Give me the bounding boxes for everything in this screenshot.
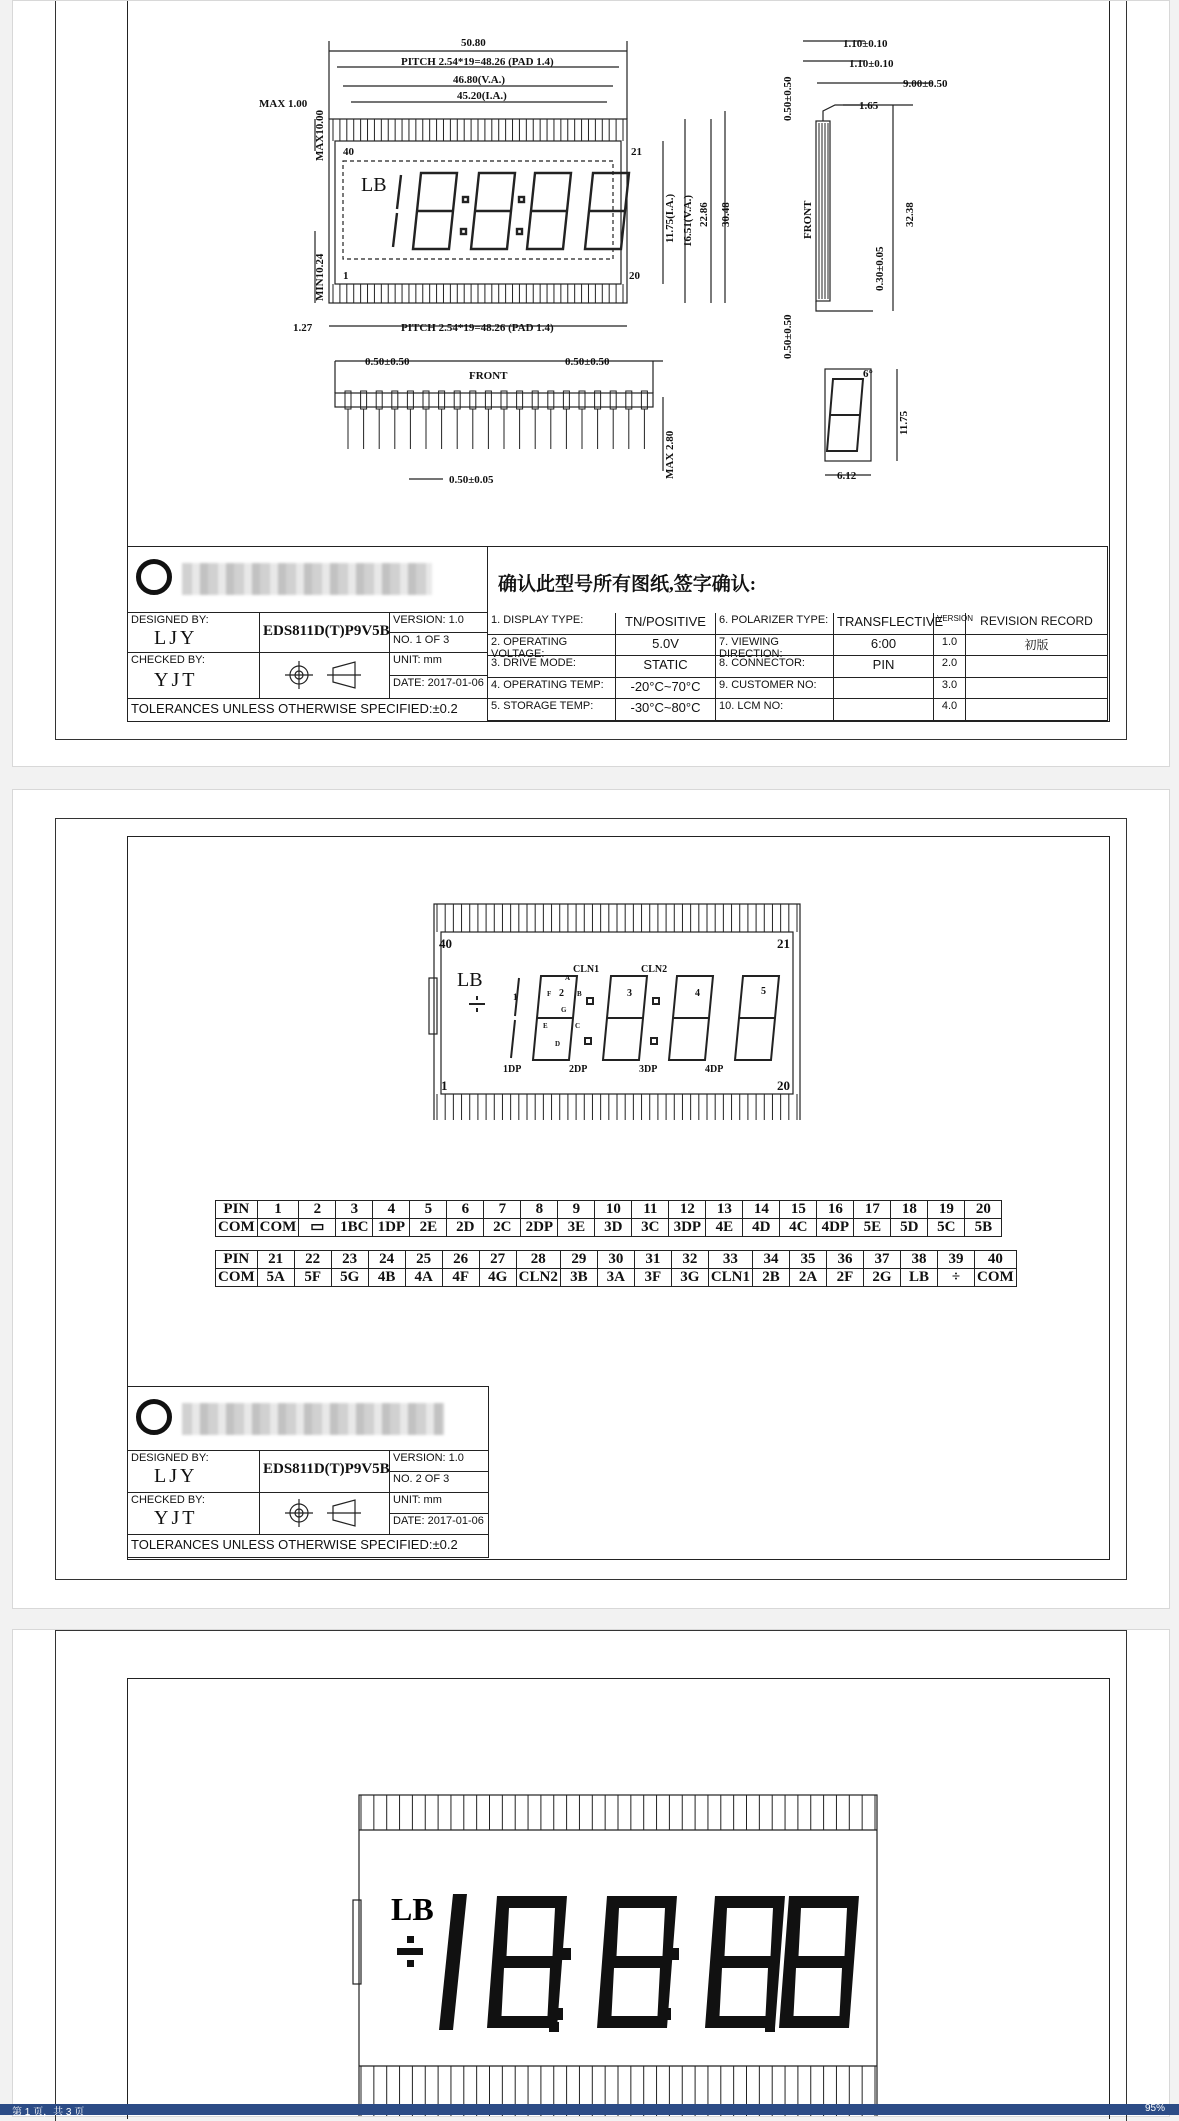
pin-table-cell: 25 bbox=[405, 1251, 442, 1269]
dim-overall-width: 50.80 bbox=[461, 37, 486, 49]
pin-table-cell: ÷ bbox=[938, 1269, 975, 1287]
title-block-1 bbox=[127, 546, 1108, 722]
zoom-level[interactable]: 95% bbox=[1144, 2103, 1165, 2114]
dim-va-height: 16.51(V.A.) bbox=[682, 194, 694, 247]
pin-table-cell: 10 bbox=[595, 1201, 632, 1219]
p2-dp3: 3DP bbox=[639, 1064, 658, 1075]
pin-table-cell: 3A bbox=[597, 1269, 634, 1287]
dim-pin-right: 0.50±0.50 bbox=[565, 356, 610, 368]
digit-angle: 6° bbox=[863, 368, 873, 380]
pin-table-cell: LB bbox=[901, 1269, 938, 1287]
colon-dot bbox=[587, 998, 593, 1004]
dim-ia-width: 45.20(I.A.) bbox=[457, 90, 507, 102]
projection-symbol bbox=[260, 1493, 390, 1535]
spec-cell: -30°C~80°C bbox=[616, 699, 716, 721]
pin-table-cell: 29 bbox=[560, 1251, 597, 1269]
p2-pin40: 40 bbox=[439, 936, 452, 951]
spec-cell: 8. CONNECTOR: bbox=[716, 656, 834, 678]
dim-side-110b: 1.10±0.10 bbox=[849, 58, 894, 70]
pin-table-cell: 31 bbox=[634, 1251, 671, 1269]
pin-table-cell: 5G bbox=[331, 1269, 368, 1287]
pin-head bbox=[407, 391, 413, 409]
pin-head bbox=[392, 391, 398, 409]
pin-table-cell: 12 bbox=[669, 1201, 706, 1219]
pin-table-cell: PIN bbox=[216, 1201, 258, 1219]
pin-table-cell: 4A bbox=[405, 1269, 442, 1287]
pin-table-cell: 33 bbox=[708, 1251, 752, 1269]
pin-table-cell: 8 bbox=[521, 1201, 558, 1219]
spec-cell: STATIC bbox=[616, 656, 716, 678]
dim-va-width: 46.80(V.A.) bbox=[453, 74, 506, 86]
pin-table-cell: 2C bbox=[484, 1219, 521, 1237]
colon-dot bbox=[651, 1038, 657, 1044]
pin-table-cell: 34 bbox=[753, 1251, 790, 1269]
dim-side-front: FRONT bbox=[802, 200, 814, 239]
dim-pitch-bottom: PITCH 2.54*19=48.26 (PAD 1.4) bbox=[401, 322, 554, 334]
sheet-no: NO. 1 OF 3 bbox=[390, 633, 488, 653]
pin-table-cell: COM bbox=[257, 1219, 299, 1237]
pin-table-cell: 4G bbox=[479, 1269, 516, 1287]
checked-label: CHECKED BY: bbox=[128, 653, 260, 699]
seg-f: F bbox=[547, 990, 552, 998]
pin-table-cell: 4C bbox=[780, 1219, 817, 1237]
pin-head bbox=[626, 391, 632, 409]
status-bar bbox=[0, 2103, 1179, 2118]
pin-table-cell: 9 bbox=[558, 1201, 595, 1219]
pin-table-cell: 2A bbox=[790, 1269, 827, 1287]
p2-digit2: 2 bbox=[559, 988, 564, 999]
pin-table-cell: 15 bbox=[780, 1201, 817, 1219]
colon-dot bbox=[517, 229, 522, 234]
pin-table-cell: 4DP bbox=[817, 1219, 854, 1237]
pin-table-cell: 2B bbox=[753, 1269, 790, 1287]
spec-cell: 3. DRIVE MODE: bbox=[488, 656, 616, 678]
pin-head bbox=[454, 391, 460, 409]
dim-max-pin: MAX 2.80 bbox=[664, 430, 676, 479]
revision-version-header: VERSION bbox=[934, 613, 966, 635]
spec-cell: TRANSFLECTIVE bbox=[834, 613, 934, 635]
colon-dot bbox=[553, 2008, 563, 2020]
seg-e: E bbox=[543, 1022, 548, 1030]
pin-table-cell: 36 bbox=[827, 1251, 864, 1269]
spec-cell: PIN bbox=[834, 656, 934, 678]
pin-table-cell: 3F bbox=[634, 1269, 671, 1287]
dim-pitch-top: PITCH 2.54*19=48.26 (PAD 1.4) bbox=[401, 56, 554, 68]
checked-label: CHECKED BY: bbox=[128, 1493, 260, 1535]
colon-dot bbox=[519, 197, 524, 202]
pin-table-cell: 1 bbox=[257, 1201, 299, 1219]
pin-table-cell: 2G bbox=[864, 1269, 901, 1287]
p2-cln1: CLN1 bbox=[573, 964, 600, 975]
pin-head bbox=[579, 391, 585, 409]
pin-table-cell: 5E bbox=[854, 1219, 891, 1237]
drawing-sheet-3 bbox=[12, 1629, 1170, 2117]
spec-cell: TN/POSITIVE bbox=[616, 613, 716, 635]
p2-digit3: 3 bbox=[627, 988, 632, 999]
front-label: FRONT bbox=[469, 370, 508, 382]
pin40-label: 40 bbox=[343, 146, 354, 158]
colon-dot bbox=[669, 1948, 679, 1960]
unit: UNIT: mm bbox=[390, 653, 488, 676]
pin-table-cell: 2D bbox=[447, 1219, 484, 1237]
pin-table-cell: 39 bbox=[938, 1251, 975, 1269]
lcd-digit bbox=[471, 173, 515, 249]
seg-g: G bbox=[561, 1006, 567, 1014]
pin-head bbox=[361, 391, 367, 409]
dim-min-left: MIN10.24 bbox=[314, 253, 326, 301]
pin-table-cell: 5C bbox=[928, 1219, 965, 1237]
pin-table-cell: 24 bbox=[368, 1251, 405, 1269]
pin-table-cell: 17 bbox=[854, 1201, 891, 1219]
pin-table-cell: PIN bbox=[216, 1251, 258, 1269]
checked-by: YJT bbox=[154, 669, 198, 691]
p2-pin20: 20 bbox=[777, 1078, 790, 1093]
dim-side-3238: 32.38 bbox=[904, 202, 916, 227]
pin-table-row bbox=[216, 1219, 1002, 1237]
pin-table-cell: 3B bbox=[560, 1269, 597, 1287]
drawing-sheet-1 bbox=[12, 0, 1170, 767]
pin-table-cell: 35 bbox=[790, 1251, 827, 1269]
designed-by: LJY bbox=[154, 1465, 198, 1487]
dim-h1: 22.86 bbox=[698, 202, 710, 227]
spec-cell: 5.0V bbox=[616, 635, 716, 657]
pin-table-cell: 5B bbox=[965, 1219, 1002, 1237]
projection-icon bbox=[263, 1494, 383, 1532]
pin-table-2 bbox=[215, 1250, 1017, 1287]
revision-note bbox=[966, 656, 1107, 678]
pin-table-cell: 3 bbox=[336, 1201, 373, 1219]
p2-pin1: 1 bbox=[441, 1078, 448, 1093]
spec-cell: 10. LCM NO: bbox=[716, 699, 834, 721]
pin-head bbox=[532, 391, 538, 409]
dim-max-left: MAX 1.00 bbox=[259, 98, 308, 110]
pin-table-cell: 1BC bbox=[336, 1219, 373, 1237]
pin-table-row bbox=[216, 1251, 1017, 1269]
pin-table-cell: ▭ bbox=[299, 1219, 336, 1237]
p2-cln2: CLN2 bbox=[641, 964, 668, 975]
lcd-digit-one bbox=[393, 175, 401, 247]
dim-ia-height: 11.75(I.A.) bbox=[664, 193, 676, 243]
divide-symbol bbox=[397, 1948, 423, 1955]
projection-symbol bbox=[260, 653, 390, 699]
revision-version: 4.0 bbox=[934, 699, 966, 721]
pin-head bbox=[501, 391, 507, 409]
colon-dot bbox=[661, 2008, 671, 2020]
pin-table-cell: CLN2 bbox=[516, 1269, 560, 1287]
lcd-glass-view bbox=[13, 1630, 1169, 2116]
dim-side-050-bottom: 0.50±0.50 bbox=[782, 314, 794, 359]
designed-by: LJY bbox=[154, 627, 198, 649]
pin-head bbox=[641, 391, 647, 409]
pin-table-cell: 38 bbox=[901, 1251, 938, 1269]
pin-head bbox=[548, 391, 554, 409]
pin-table-cell: 22 bbox=[294, 1251, 331, 1269]
seg-d: D bbox=[555, 1040, 561, 1048]
pin-table-cell: 37 bbox=[864, 1251, 901, 1269]
spec-table bbox=[488, 613, 1107, 721]
pin-table-cell: 16 bbox=[817, 1201, 854, 1219]
version: VERSION: 1.0 bbox=[390, 1451, 488, 1472]
tolerance-note: TOLERANCES UNLESS OTHERWISE SPECIFIED:±0.2 bbox=[128, 699, 488, 721]
pin-table-cell: 32 bbox=[671, 1251, 708, 1269]
colon-dot bbox=[463, 197, 468, 202]
pin-table-cell: 18 bbox=[891, 1201, 928, 1219]
pin1-label: 1 bbox=[343, 270, 349, 282]
revision-record-header: REVISION RECORD bbox=[966, 613, 1107, 635]
company-logo-icon bbox=[136, 1399, 172, 1435]
pin-head bbox=[595, 391, 601, 409]
designed-label: DESIGNED BY: bbox=[128, 1451, 260, 1493]
pin-head bbox=[563, 391, 569, 409]
date: DATE: 2017-01-06 bbox=[390, 676, 488, 699]
dim-pin-left: 0.50±0.50 bbox=[365, 356, 410, 368]
p2-dp1: 1DP bbox=[503, 1064, 522, 1075]
pin-table-cell: 30 bbox=[597, 1251, 634, 1269]
pin-table-cell: 11 bbox=[632, 1201, 669, 1219]
logo-area bbox=[128, 547, 488, 613]
designed-label: DESIGNED BY: bbox=[128, 613, 260, 653]
dim-side-165: 1.65 bbox=[859, 100, 879, 112]
colon-dot bbox=[653, 998, 659, 1004]
model-number: EDS811D(T)P9V5B bbox=[260, 613, 390, 653]
pin-table-cell: 5D bbox=[891, 1219, 928, 1237]
revision-version: 3.0 bbox=[934, 678, 966, 700]
pin-table-cell: 4D bbox=[743, 1219, 780, 1237]
pin-table-cell: 4B bbox=[368, 1269, 405, 1287]
dim-pin-width: 0.50±0.05 bbox=[449, 474, 494, 486]
pin-table-row bbox=[216, 1269, 1017, 1287]
mechanical-drawing bbox=[13, 1, 1169, 546]
lcd-digit bbox=[779, 1896, 859, 2028]
pin-table-cell: 13 bbox=[706, 1201, 743, 1219]
dim-side-030: 0.30±0.05 bbox=[874, 246, 886, 291]
decimal-point bbox=[765, 2022, 775, 2032]
page-indicator: 第 1 页，共 3 页 bbox=[12, 2107, 85, 2118]
lcd-segment-map bbox=[13, 790, 1169, 1120]
pin-table-cell: 7 bbox=[484, 1201, 521, 1219]
pin-table-cell: 28 bbox=[516, 1251, 560, 1269]
pin-table-cell: 3C bbox=[632, 1219, 669, 1237]
pin-table-cell: 3E bbox=[558, 1219, 595, 1237]
pin-table-cell: COM bbox=[216, 1219, 258, 1237]
divide-symbol bbox=[407, 1960, 414, 1967]
p2-digit1: 1 bbox=[513, 992, 518, 1002]
pin-table-cell: 2E bbox=[410, 1219, 447, 1237]
spec-cell: 7. VIEWING DIRECTION: bbox=[716, 635, 834, 657]
p2-dp2: 2DP bbox=[569, 1064, 588, 1075]
spec-cell: 2. OPERATING VOLTAGE: bbox=[488, 635, 616, 657]
p2-dp4: 4DP bbox=[705, 1064, 724, 1075]
pin-table-cell: 4 bbox=[373, 1201, 410, 1219]
tolerance-note: TOLERANCES UNLESS OTHERWISE SPECIFIED:±0.2 bbox=[131, 1537, 458, 1552]
lb-label-main: LB bbox=[361, 174, 387, 196]
title-block-2 bbox=[127, 1386, 489, 1558]
spec-cell: 6. POLARIZER TYPE: bbox=[716, 613, 834, 635]
drawing-sheet-2 bbox=[12, 789, 1170, 1609]
lcd-digit bbox=[527, 173, 571, 249]
decimal-point bbox=[549, 2022, 559, 2032]
pin21-label: 21 bbox=[631, 146, 642, 158]
company-name-blurred bbox=[182, 563, 432, 595]
dim-left-offset: 1.27 bbox=[293, 322, 313, 334]
pin-table-cell: 1DP bbox=[373, 1219, 410, 1237]
company-name-blurred bbox=[182, 1403, 444, 1435]
lcd-digit bbox=[669, 976, 713, 1060]
projection-icon bbox=[263, 654, 383, 694]
p3-lb: LB bbox=[391, 1891, 434, 1927]
pin-head bbox=[610, 391, 616, 409]
pin-table-cell: 5A bbox=[257, 1269, 294, 1287]
pin-table-cell: 2F bbox=[827, 1269, 864, 1287]
revision-note: 初版 bbox=[966, 635, 1107, 657]
sheet-no: NO. 2 OF 3 bbox=[390, 1472, 488, 1493]
p2-digit4: 4 bbox=[695, 988, 700, 999]
pin-table-row bbox=[216, 1201, 1002, 1219]
revision-note bbox=[966, 699, 1107, 721]
spec-cell bbox=[834, 678, 934, 700]
dim-digit-height: 11.75 bbox=[898, 410, 910, 435]
seg-c: C bbox=[575, 1022, 581, 1030]
seg-b: B bbox=[577, 990, 582, 998]
dim-max-top: MAX10.00 bbox=[314, 109, 326, 161]
pin-head bbox=[423, 391, 429, 409]
divide-symbol bbox=[469, 996, 485, 1012]
dim-h2: 30.48 bbox=[720, 202, 732, 227]
pin-table-cell: 5 bbox=[410, 1201, 447, 1219]
unit: UNIT: mm bbox=[390, 1493, 488, 1514]
spec-cell: 9. CUSTOMER NO: bbox=[716, 678, 834, 700]
revision-version: 2.0 bbox=[934, 656, 966, 678]
spec-cell: 6:00 bbox=[834, 635, 934, 657]
revision-version: 1.0 bbox=[934, 635, 966, 657]
lcd-digit bbox=[705, 1896, 785, 2028]
spec-cell: 1. DISPLAY TYPE: bbox=[488, 613, 616, 635]
pin-table-cell: 14 bbox=[743, 1201, 780, 1219]
seg-a: A bbox=[565, 974, 571, 982]
colon-dot bbox=[561, 1948, 571, 1960]
dim-side-900: 9.00±0.50 bbox=[903, 78, 948, 90]
pin-table-cell: 26 bbox=[442, 1251, 479, 1269]
pin-table-cell: 20 bbox=[965, 1201, 1002, 1219]
lcd-digit bbox=[735, 976, 779, 1060]
lcd-digit bbox=[413, 173, 457, 249]
pin-table-cell: COM bbox=[216, 1269, 258, 1287]
pin-table-1 bbox=[215, 1200, 1002, 1237]
pin-table-cell: 2DP bbox=[521, 1219, 558, 1237]
pin-table-cell: 23 bbox=[331, 1251, 368, 1269]
revision-note bbox=[966, 678, 1107, 700]
logo-area bbox=[128, 1387, 488, 1451]
pin-head bbox=[345, 391, 351, 409]
pin-head bbox=[470, 391, 476, 409]
lcd-digit bbox=[603, 976, 647, 1060]
pin-head bbox=[485, 391, 491, 409]
colon-dot bbox=[585, 1038, 591, 1044]
date: DATE: 2017-01-06 bbox=[390, 1514, 488, 1535]
spec-cell: 5. STORAGE TEMP: bbox=[488, 699, 616, 721]
company-logo-icon bbox=[136, 559, 172, 595]
lcd-digit-one bbox=[439, 1894, 467, 2030]
pin-head bbox=[376, 391, 382, 409]
checked-by: YJT bbox=[154, 1507, 198, 1529]
pin-table-cell: 40 bbox=[975, 1251, 1017, 1269]
pin-table-cell: 19 bbox=[928, 1201, 965, 1219]
pin-table-cell: COM bbox=[975, 1269, 1017, 1287]
model-number: EDS811D(T)P9V5B bbox=[260, 1451, 390, 1493]
p2-digit5: 5 bbox=[761, 986, 766, 997]
pin-table-cell: 3D bbox=[595, 1219, 632, 1237]
pin-table-cell: 6 bbox=[447, 1201, 484, 1219]
spec-cell: 4. OPERATING TEMP: bbox=[488, 678, 616, 700]
pin-table-cell: CLN1 bbox=[708, 1269, 752, 1287]
lcd-digit-one bbox=[511, 978, 519, 1058]
p2-pin21: 21 bbox=[777, 936, 790, 951]
pin-head bbox=[517, 391, 523, 409]
version: VERSION: 1.0 bbox=[390, 613, 488, 633]
pin20-label: 20 bbox=[629, 270, 640, 282]
spec-cell: -20°C~70°C bbox=[616, 678, 716, 700]
pin-table-cell: 21 bbox=[257, 1251, 294, 1269]
pin-table-cell: 5F bbox=[294, 1269, 331, 1287]
dim-side-110a: 1.10±0.10 bbox=[843, 38, 888, 50]
pin-table-cell: 3G bbox=[671, 1269, 708, 1287]
spec-cell bbox=[834, 699, 934, 721]
digit-width: 6.12 bbox=[837, 470, 857, 482]
p2-lb: LB bbox=[457, 969, 483, 991]
pin-table-cell: 3DP bbox=[669, 1219, 706, 1237]
confirm-text: 确认此型号所有图纸,签字确认: bbox=[498, 574, 757, 595]
pin-table-cell: 27 bbox=[479, 1251, 516, 1269]
pin-table-cell: 4F bbox=[442, 1269, 479, 1287]
colon-dot bbox=[461, 229, 466, 234]
pin-table-cell: 2 bbox=[299, 1201, 336, 1219]
divide-symbol bbox=[407, 1936, 414, 1943]
dim-side-050-top: 0.50±0.50 bbox=[782, 76, 794, 121]
lcd-digit bbox=[585, 173, 629, 249]
pin-head bbox=[439, 391, 445, 409]
pin-table-cell: 4E bbox=[706, 1219, 743, 1237]
